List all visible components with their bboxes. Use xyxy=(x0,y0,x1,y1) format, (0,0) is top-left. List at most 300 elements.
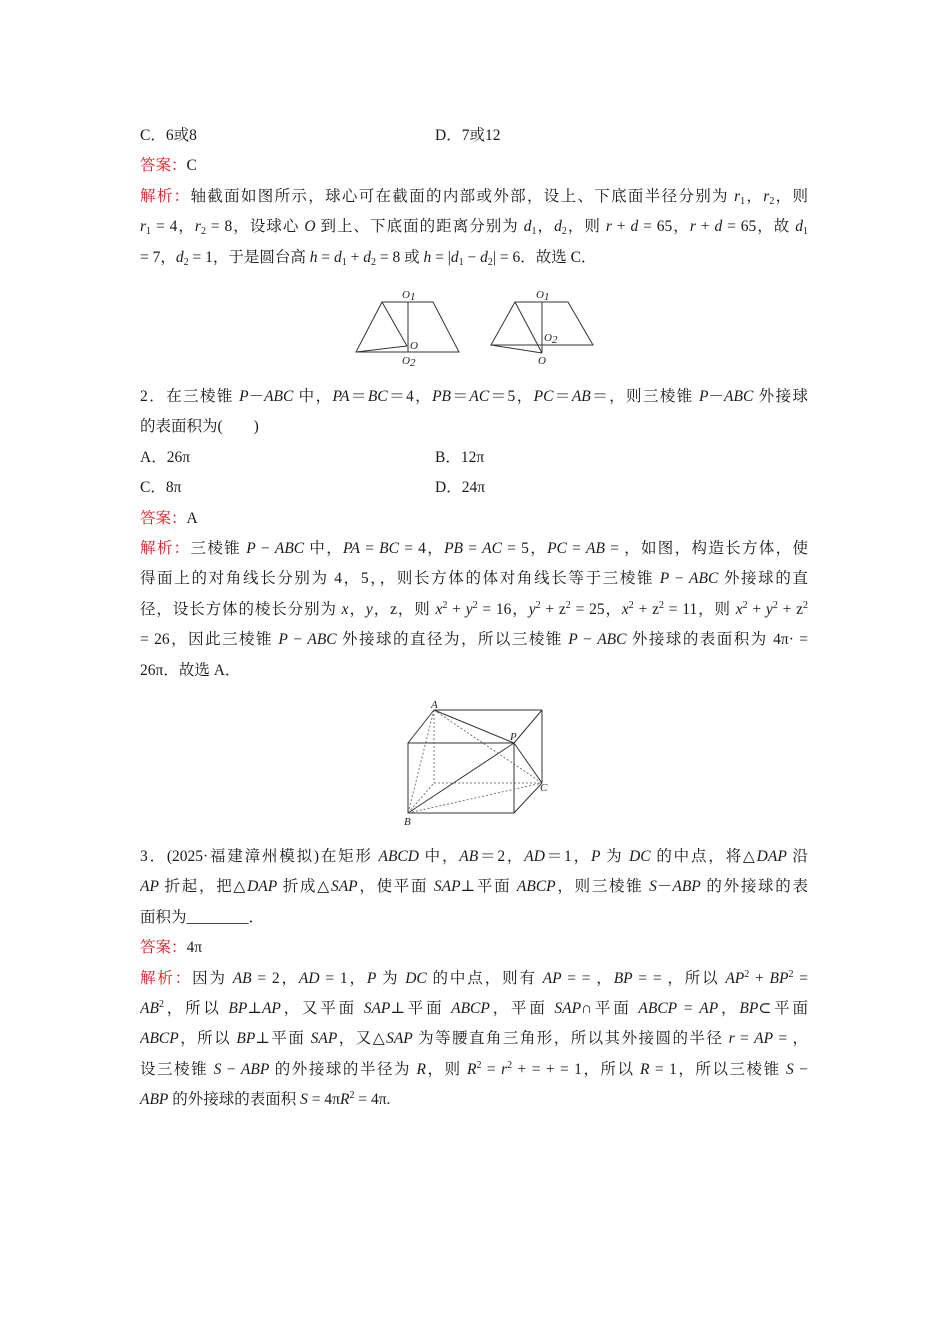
text-run: = 1，所以三棱锥 xyxy=(649,1060,787,1078)
text-run: 为 xyxy=(376,969,406,987)
options-row xyxy=(140,473,808,503)
superscript: 2 xyxy=(628,599,634,611)
math-variable: x xyxy=(735,600,743,618)
text-run: = xyxy=(566,539,587,557)
text-run: ，又平面 xyxy=(280,999,364,1017)
right-trapezoid xyxy=(491,302,593,345)
superscript: 2 xyxy=(744,968,750,980)
text-run: 的外接球的表面积 xyxy=(168,1091,301,1109)
math-variable: S xyxy=(786,1060,794,1078)
text-run: ，使平面 xyxy=(357,878,434,896)
text-run: 外接球的直径为，所以三棱锥 xyxy=(336,631,569,649)
superscript: 2 xyxy=(158,998,164,1010)
text-run: 的中点，将△ xyxy=(650,848,757,865)
superscript: 2 xyxy=(742,599,748,611)
math-variable: S xyxy=(300,1091,308,1109)
option-choice: C．8π xyxy=(140,479,182,497)
math-variable: h xyxy=(423,248,432,266)
text-run: + = + = 1，所以 xyxy=(512,1060,641,1078)
text-run: 3．(2025·福建漳州模拟)在矩形 xyxy=(140,848,379,865)
math-variable: S xyxy=(213,1060,222,1078)
math-variable: ABC xyxy=(689,570,719,588)
section-label: 答案： xyxy=(140,939,187,957)
text-line xyxy=(140,182,808,212)
math-variable: BC xyxy=(379,539,399,557)
text-run: ，平面 xyxy=(489,999,555,1017)
option-choice: B．12π xyxy=(435,448,485,466)
text-run: + z xyxy=(777,600,803,618)
hidden-edge xyxy=(408,783,434,813)
math-variable: AC xyxy=(469,388,490,405)
solution-q1-tail xyxy=(140,121,808,273)
math-variable: r xyxy=(605,218,612,236)
math-variable: AB xyxy=(232,969,252,987)
text-run: ＝5， xyxy=(489,388,534,405)
label-p: P xyxy=(510,731,517,743)
text-run: 折成△ xyxy=(277,878,331,896)
math-variable: DC xyxy=(629,848,651,865)
math-variable: d xyxy=(554,218,562,236)
math-variable: r xyxy=(194,218,201,236)
text-run: ， xyxy=(718,999,740,1017)
option-choice: D．7或12 xyxy=(435,127,501,144)
text-run: 中， xyxy=(304,539,344,557)
math-variable: PC xyxy=(547,539,567,557)
text-line xyxy=(140,595,808,625)
text-run: ，所以 xyxy=(163,999,229,1017)
text-run: − xyxy=(669,570,690,588)
math-variable: d xyxy=(450,248,459,266)
text-run: 中， xyxy=(418,848,460,865)
text-line xyxy=(140,382,808,412)
math-variable: O xyxy=(304,218,316,236)
math-variable: d xyxy=(630,218,639,236)
option-choice: D．24π xyxy=(435,479,486,497)
text-line xyxy=(140,1055,808,1085)
math-variable: ABC xyxy=(724,388,754,405)
subscript: 2 xyxy=(200,226,206,238)
cuboid-edge xyxy=(408,710,434,743)
superscript: 2 xyxy=(565,599,571,611)
text-run: 因为 xyxy=(192,969,233,987)
text-run: + z xyxy=(540,600,566,618)
text-run: − xyxy=(577,631,598,649)
text-run: = xyxy=(463,539,483,557)
edge-pc xyxy=(514,743,542,783)
math-variable: AC xyxy=(482,539,502,557)
math-variable: y xyxy=(465,600,473,618)
text-run: = = ，所以 xyxy=(632,969,726,987)
text-run: ⊥平面 xyxy=(390,999,452,1017)
math-variable: S xyxy=(649,878,657,896)
math-variable: DC xyxy=(405,969,427,987)
text-run: = ，如图，构造长方体，使 xyxy=(604,539,808,557)
left-radius-bottom xyxy=(356,346,407,352)
math-variable: ABCP xyxy=(140,1030,179,1048)
superscript: 2 xyxy=(476,1059,482,1071)
text-run: ⊥平面 xyxy=(460,878,517,896)
section-label: 解析： xyxy=(140,539,191,557)
math-variable: r xyxy=(763,187,770,205)
text-run: ＝2， xyxy=(478,848,525,865)
text-run: ⊥ xyxy=(247,999,262,1017)
math-variable: SAP xyxy=(330,878,358,896)
text-run: ＝ xyxy=(349,388,368,405)
text-run: − xyxy=(287,631,308,649)
superscript: 2 xyxy=(472,599,478,611)
text-run: = 4π xyxy=(307,1091,340,1109)
text-run: ＝，则三棱锥 xyxy=(590,388,700,405)
text-run: 外接球的直 xyxy=(718,570,808,588)
text-run: ， xyxy=(745,187,764,205)
edge-pb xyxy=(408,743,514,813)
superscript: 2 xyxy=(442,599,448,611)
text-run: 26π．故选 A． xyxy=(140,661,241,679)
text-run: + z xyxy=(633,600,659,618)
text-line xyxy=(140,872,808,902)
text-run: = xyxy=(793,969,808,987)
section-label: 解析： xyxy=(140,187,191,205)
text-line xyxy=(140,564,808,594)
text-run: ， xyxy=(536,218,555,236)
option-choice: C．6或8 xyxy=(140,127,197,144)
math-variable: AP xyxy=(725,969,745,987)
math-variable: AP xyxy=(261,999,281,1017)
text-run: = 11，则 xyxy=(663,600,736,618)
math-variable: x xyxy=(341,600,349,618)
math-variable: d xyxy=(363,248,371,266)
text-run: 的外接球的表 xyxy=(700,878,808,896)
math-variable: AB xyxy=(459,848,479,865)
math-variable: d xyxy=(523,218,532,236)
text-run: ⊂平面 xyxy=(758,999,808,1017)
math-variable: ABP xyxy=(140,1091,169,1109)
text-run: 设三棱锥 xyxy=(140,1060,214,1078)
math-variable: ABC xyxy=(274,539,305,557)
text-run: = 8 或 xyxy=(376,248,424,266)
math-variable: ABCP xyxy=(516,878,556,896)
text-run: － xyxy=(248,388,265,405)
text-run: = = ， xyxy=(561,969,614,987)
text-run: + xyxy=(695,218,715,236)
math-variable: AB xyxy=(571,388,591,405)
cuboid-edge xyxy=(514,783,542,813)
math-variable: R xyxy=(340,1091,350,1109)
text-run: = 26，因此三棱锥 xyxy=(140,631,279,649)
subscript: 1 xyxy=(531,226,537,238)
cuboid-edge xyxy=(514,710,542,743)
math-variable: PA xyxy=(332,388,350,405)
text-line xyxy=(140,625,808,655)
text-run: 到上、下底面的距离分别为 xyxy=(315,218,524,236)
text-run: − xyxy=(463,248,481,266)
math-variable: P xyxy=(278,631,288,649)
text-run: 中， xyxy=(293,388,333,405)
text-run: − xyxy=(255,539,275,557)
math-variable: BP xyxy=(613,969,633,987)
text-run: ，z，则 xyxy=(372,600,436,618)
text-run: 得面上的对角线长分别为 4，5，，则长方体的体对角线长等于三棱锥 xyxy=(140,570,660,588)
math-variable: ABC xyxy=(264,388,294,405)
math-variable: h xyxy=(309,248,318,266)
text-run: = 16， xyxy=(477,600,529,618)
text-run: ＝ xyxy=(451,388,470,405)
right-radius-top xyxy=(515,302,542,353)
text-run: ＝ xyxy=(553,388,572,405)
text-run: 为等腰直角三角形，所以其外接圆的半径 xyxy=(412,1030,729,1048)
math-variable: P xyxy=(699,388,709,405)
options-row xyxy=(140,443,808,473)
label-o2-left: O2 xyxy=(402,355,416,369)
subscript: 2 xyxy=(769,195,775,207)
math-variable: d xyxy=(480,248,488,266)
math-variable: SAP xyxy=(554,999,582,1017)
math-variable: AP xyxy=(140,878,159,896)
math-variable: ABCP xyxy=(451,999,490,1017)
math-variable: PC xyxy=(533,388,554,405)
text-run: = 2， xyxy=(251,969,299,987)
subscript: 1 xyxy=(803,226,808,238)
text-run: ， xyxy=(348,600,366,618)
text-line xyxy=(140,1024,808,1054)
text-run: + xyxy=(749,969,770,987)
edge-ac xyxy=(434,710,542,783)
text-run: 2．在三棱锥 xyxy=(140,388,240,405)
text-run: 的表面积为( ) xyxy=(140,418,259,436)
text-line xyxy=(140,994,808,1024)
label-o-right: O xyxy=(538,355,546,367)
text-line xyxy=(140,412,808,442)
label-c: C xyxy=(540,782,548,794)
options-row xyxy=(140,121,808,151)
text-run: − xyxy=(221,1060,241,1078)
edge-bc xyxy=(408,783,542,813)
text-run: = 5， xyxy=(501,539,548,557)
cuboid-front-face xyxy=(408,743,514,813)
math-variable: P xyxy=(239,388,249,405)
text-line xyxy=(140,534,808,564)
label-a: A xyxy=(431,699,438,711)
text-run: = xyxy=(360,539,380,557)
text-line xyxy=(140,964,808,994)
text-run: + xyxy=(346,248,364,266)
math-variable: ABC xyxy=(597,631,627,649)
math-variable: R xyxy=(467,1060,477,1078)
math-variable: y xyxy=(528,600,536,618)
text-run: 外接球的表面积为 4π· = xyxy=(626,631,808,649)
superscript: 2 xyxy=(788,968,794,980)
subscript: 2 xyxy=(371,256,376,268)
math-variable: AB xyxy=(140,999,159,1017)
text-line xyxy=(140,243,808,273)
text-run: 径，设长方体的棱长分别为 xyxy=(140,600,342,618)
math-variable: SAP xyxy=(310,1030,338,1048)
math-variable: BP xyxy=(228,999,248,1017)
math-variable: P xyxy=(246,539,256,557)
text-run: 为 xyxy=(600,848,630,865)
math-variable: AP xyxy=(754,1030,774,1048)
subscript: 1 xyxy=(146,226,152,238)
left-radius-top xyxy=(382,302,407,346)
math-variable: SAP xyxy=(433,878,461,896)
option-choice: A．26π xyxy=(140,448,191,466)
math-variable: ABP xyxy=(672,878,701,896)
math-variable: d xyxy=(714,218,723,236)
superscript: 2 xyxy=(535,599,541,611)
math-variable: PB xyxy=(432,388,452,405)
text-run: － xyxy=(708,388,725,405)
math-variable: SAP xyxy=(386,1030,413,1048)
math-variable: ABCD xyxy=(378,848,419,865)
text-run: ，则 xyxy=(425,1060,468,1078)
text-run: − xyxy=(793,1060,808,1078)
text-run: ，又△ xyxy=(337,1030,387,1048)
math-variable: R xyxy=(416,1060,426,1078)
text-run: = 8，设球心 xyxy=(205,218,305,236)
text-run: = xyxy=(317,248,334,266)
text-run: = 65，故 xyxy=(722,218,796,236)
text-run: = 4π. xyxy=(354,1091,391,1109)
text-run: = 1，于是圆台高 xyxy=(188,248,310,266)
text-run: 外接球 xyxy=(753,388,808,405)
math-variable: BC xyxy=(367,388,388,405)
text-run: 折起，把△ xyxy=(158,878,248,896)
math-variable: r xyxy=(140,218,147,236)
text-run: | = 6．故选 C． xyxy=(492,248,597,266)
math-variable: r xyxy=(734,187,741,205)
text-run: = 4， xyxy=(398,539,445,557)
label-o1-left: O1 xyxy=(402,289,416,303)
text-run: = ， xyxy=(773,1030,808,1048)
text-run: = 4， xyxy=(151,218,195,236)
text-run: 三棱锥 xyxy=(190,539,247,557)
math-variable: x xyxy=(435,600,443,618)
subscript: 1 xyxy=(458,256,464,268)
math-variable: AP xyxy=(699,999,719,1017)
text-run: 的中点，则有 xyxy=(426,969,543,987)
subscript: 2 xyxy=(561,226,567,238)
math-variable: AP xyxy=(542,969,562,987)
text-line xyxy=(140,903,808,933)
math-variable: P xyxy=(659,570,670,588)
math-variable: ABCP xyxy=(638,999,678,1017)
text-run: = | xyxy=(431,248,451,266)
math-variable: ABC xyxy=(307,631,337,649)
math-variable: DAP xyxy=(247,878,278,896)
text-run: 面积为________． xyxy=(140,908,265,926)
math-variable: AB xyxy=(586,539,605,557)
math-variable: SAP xyxy=(363,999,391,1017)
text-run: C xyxy=(186,157,197,175)
math-variable: BP xyxy=(739,999,759,1017)
question-3 xyxy=(140,842,808,1116)
math-variable: BP xyxy=(236,1030,256,1048)
text-run: ∩平面 xyxy=(581,999,639,1017)
math-variable: AD xyxy=(298,969,320,987)
math-variable: P xyxy=(366,969,377,987)
right-radius-bottom xyxy=(491,345,542,353)
superscript: 2 xyxy=(803,599,808,611)
subscript: 2 xyxy=(487,256,493,268)
text-run: 沿 xyxy=(786,848,808,865)
label-o2-right: O2 xyxy=(544,332,558,346)
math-variable: P xyxy=(568,631,578,649)
label-o1-right: O1 xyxy=(536,289,550,303)
text-run: = 65， xyxy=(638,218,690,236)
math-variable: y xyxy=(765,600,773,618)
text-run: ，则 xyxy=(566,218,606,236)
superscript: 2 xyxy=(772,599,778,611)
text-run: ⊥平面 xyxy=(255,1030,311,1048)
text-run: ，则三棱锥 xyxy=(555,878,650,896)
superscript: 2 xyxy=(658,599,664,611)
text-run: A xyxy=(186,509,198,527)
subscript: 2 xyxy=(183,256,189,268)
math-variable: r xyxy=(501,1060,508,1078)
subscript: 1 xyxy=(341,256,347,268)
math-variable: d xyxy=(334,248,342,266)
subscript: 1 xyxy=(740,195,746,207)
math-variable: r xyxy=(689,218,696,236)
text-run: = 25， xyxy=(570,600,622,618)
math-variable: ABP xyxy=(240,1060,270,1078)
text-run: ，则 xyxy=(774,187,808,205)
section-label: 答案： xyxy=(140,157,187,175)
math-variable: d xyxy=(175,248,184,266)
math-variable: P xyxy=(590,848,601,865)
edge-ab xyxy=(408,710,434,813)
math-variable: d xyxy=(795,218,803,236)
superscript: 2 xyxy=(349,1090,355,1102)
text-run: － xyxy=(656,878,673,896)
text-run: = 1， xyxy=(319,969,367,987)
text-line xyxy=(140,212,808,242)
text-run: + xyxy=(447,600,466,618)
text-line xyxy=(140,1085,808,1115)
text-run: = 7， xyxy=(140,248,176,266)
math-variable: R xyxy=(640,1060,650,1078)
text-line xyxy=(140,504,808,534)
superscript: 2 xyxy=(507,1059,513,1071)
text-run: = xyxy=(734,1030,755,1048)
math-variable: y xyxy=(365,600,373,618)
text-run: + xyxy=(747,600,766,618)
text-run: 的外接球的半径为 xyxy=(269,1060,417,1078)
text-run: 轴截面如图所示，球心可在截面的内部或外部，设上、下底面半径分别为 xyxy=(190,187,735,205)
text-line xyxy=(140,151,808,181)
section-label: 解析： xyxy=(140,969,193,987)
math-variable: PA xyxy=(343,539,360,557)
math-variable: AD xyxy=(524,848,545,865)
label-o-left: O xyxy=(410,340,418,352)
text-line xyxy=(140,842,808,872)
math-variable: PB xyxy=(444,539,463,557)
text-run: ，所以 xyxy=(178,1030,237,1048)
question-2 xyxy=(140,382,808,686)
text-run: ＝1， xyxy=(544,848,591,865)
label-b: B xyxy=(404,816,411,828)
math-variable: BP xyxy=(769,969,789,987)
text-run: + xyxy=(611,218,631,236)
text-line xyxy=(140,656,808,686)
math-variable: x xyxy=(621,600,629,618)
text-run: = xyxy=(481,1060,502,1078)
text-run: 4π xyxy=(186,939,203,957)
math-variable: r xyxy=(728,1030,735,1048)
math-variable: DAP xyxy=(756,848,787,865)
left-trapezoid xyxy=(356,302,459,352)
text-run: ＝4， xyxy=(387,388,433,405)
